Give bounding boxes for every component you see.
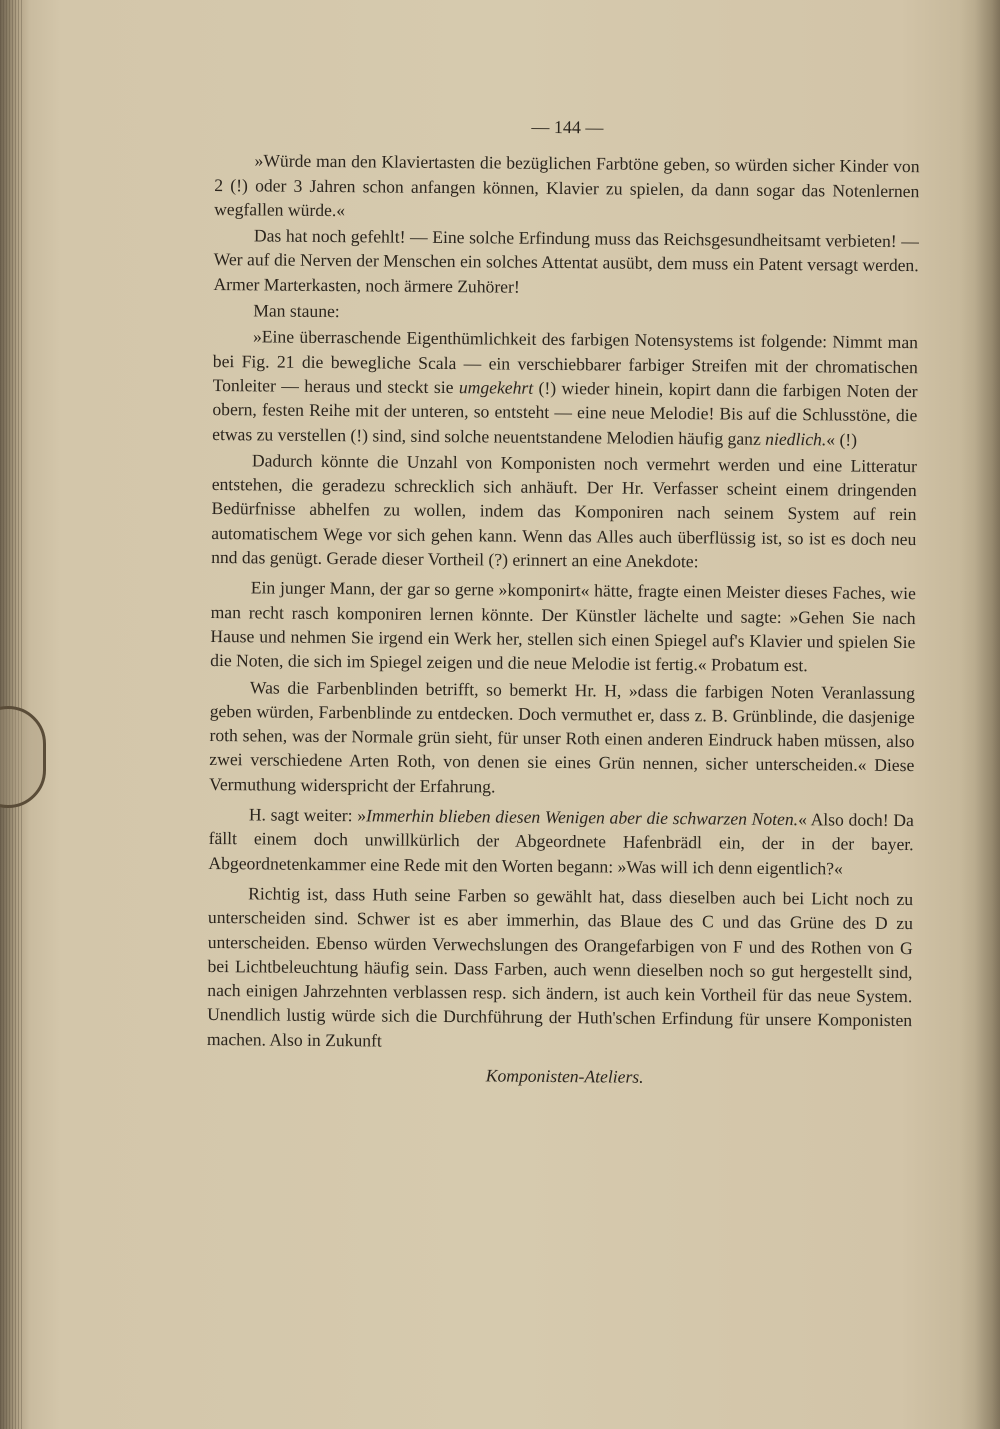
text-run: Was die Farbenblinden betrifft, so bemerkt Hr. H, »dass die farbigen Noten Veranlassung geben würden, Farbenblinde zu entdecken. Doch vermuthet er, dass z. B. Grünblinde, die dasjenige roth sehen, was der Normale grün sieht, für unser Roth einen anderen Eindruck haben müssen, also zwei verschiedene Arten Roth, von denen sie eines Grün nennen, sicher unterscheiden.« Diese Vermuthung widerspricht der Erfahrung. — [209, 676, 916, 797]
paragraph — [213, 223, 919, 302]
body-text — [207, 148, 920, 1057]
paragraph — [210, 575, 916, 678]
text-run: H. sagt weiter: » — [248, 804, 367, 826]
text-run: « Also doch! Da fällt einem doch unwillkürlich der Abgeordnete Hafenbrädl ein, der in der bayer. Abgeordnetenkammer eine Rede mit den Worten begann: »Was will ich denn eigentlich?« — [208, 809, 914, 879]
paragraph — [211, 448, 917, 576]
paragraph — [209, 675, 915, 803]
paragraph — [208, 802, 914, 881]
text-run: (!) wieder hinein, kopirt dann die farbigen Noten der obern, festen Reihe mit der unteren, so entsteht — eine neue Melodie! Bis auf die Schlusstöne, die etwas zu verstellen (!) sind, sind solche neuentstandene Melodien häufig ganz — [212, 377, 918, 449]
emphasis-text: umgekehrt — [458, 377, 534, 398]
text-run: Ein junger Mann, der gar so gerne »komponirt« hätte, fragte einen Meister dieses Faches, wie man recht rasch komponiren lernen könnte. Der Künstler lächelte und sagte: »Gehen Sie nach Hause und nehmen Sie irgend ein Werk her, stellen sich einen Spiegel auf's Klavier und spielen Sie die Noten, die sich im Spiegel zeigen und die neue Melodie ist fertig.« Probatum est. — [210, 577, 916, 676]
text-run: « (!) — [826, 428, 858, 450]
emphasis-text: niedlich. — [765, 428, 827, 449]
paragraph — [207, 881, 913, 1057]
text-run: Man staune: — [253, 300, 340, 322]
paragraph — [214, 148, 920, 227]
page-number: — 144 — — [531, 116, 604, 138]
text-run: Richtig ist, dass Huth seine Farben so gewählt hat, dass dieselben auch bei Licht noch zu unterscheiden sind. Schwer ist es aber immerhin, das Blaue des C und das Grüne des D zu unterscheiden. Ebenso würden Verwechslungen des Orangefarbigen von F und des Rothen von G bei Lichtbeleuchtung häufig sein. Dass Farben, auch wenn dieselben noch so gut hergestellt sind, nach einigen Jahrzehnten verblassen resp. sich ändern, ist auch kein Vortheil für das neue System. Unendlich lustig würde sich die Durchführung der Huth'schen Erfindung für unsere Komponisten machen. Also in Zukunft — [206, 883, 914, 1051]
text-block — [207, 112, 920, 1091]
paragraph — [212, 324, 918, 452]
emphasis-text: Immerhin blieben diesen Wenigen aber die schwarzen Noten. — [365, 805, 799, 830]
text-run: Dadurch könnte die Unzahl von Komponisten noch vermehrt werden und eine Litteratur entstehen, die geradezu schrecklich sich anhäuft. Der Hr. Verfasser scheint einem dringenden Bedürfnisse abhelfen zu wollen, indem das Komponiren nach seinem System auf rein automatischem Wege vor sich gehen kann. Wenn das Alles auch überflüssig ist, so ist es doch neu nnd das genügt. Gerade dieser Vortheil (?) erinnert an eine Anekdote: — [211, 450, 918, 572]
paragraph — [213, 298, 918, 328]
closing-italic-line: Komponisten-Ateliers. — [485, 1065, 644, 1087]
page-shadow — [960, 0, 1000, 1429]
text-run: »Eine überraschende Eigenthümlichkeit des farbigen Notensystems ist folgende: Nimmt man bei Fig. 21 die bewegliche Scala — ein verschiebbarer farbiger Streifen mit der chromatischen Tonleiter — heraus und steckt sie — [212, 326, 919, 398]
binding-clasp — [0, 706, 46, 808]
text-run: Das hat noch gefehlt! — Eine solche Erfindung muss das Reichsgesundheitsamt verbieten! — Wer auf die Nerven der Menschen ein solches Attentat ausübt, dem muss ein Patent versagt werden. Armer Marterkasten, noch ärmere Zuhörer! — [213, 225, 919, 297]
text-run: »Würde man den Klaviertasten die bezüglichen Farbtöne geben, so würden sicher Kinder von 2 (!) oder 3 Jahren schon anfangen können, Klavier zu spielen, da dann sogar das Notenlernen wegfallen würde.« — [214, 150, 920, 221]
